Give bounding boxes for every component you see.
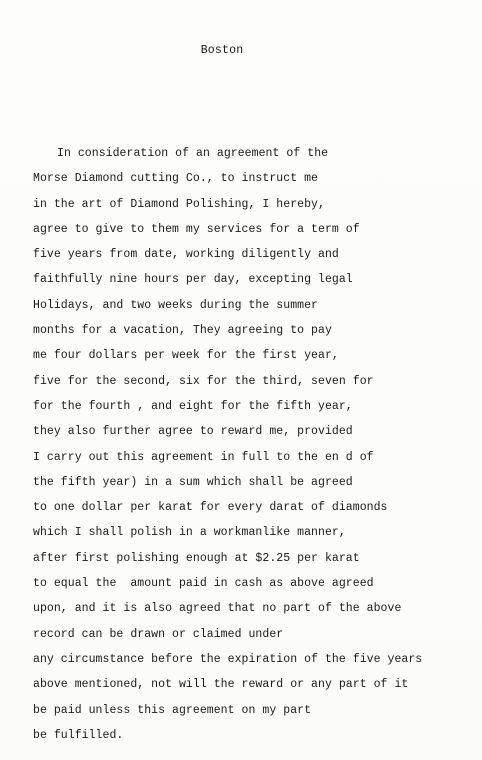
agreement-line-20: record can be drawn or claimed under — [33, 627, 284, 641]
agreement-line-8: months for a vacation, They agreeing to pay — [33, 324, 332, 338]
agreement-line-17: after first polishing enough at $2.25 per karat — [33, 551, 360, 565]
agreement-line-1: In consideration of an agreement of the — [57, 147, 329, 160]
agreement-line-13: I carry out this agreement in full to the en d of — [33, 450, 374, 464]
agreement-text — [33, 144, 422, 751]
agreement-line-9: me four dollars per week for the first year, — [33, 349, 339, 363]
agreement-line-12: they also further agree to reward me, provided — [33, 425, 353, 439]
agreement-line-14: the fifth year) in a sum which shall be agreed — [33, 475, 353, 489]
agreement-line-6: faithfully nine hours per day, excepting legal — [33, 273, 353, 287]
agreement-line-4: agree to give to them my services for a term of — [33, 222, 360, 236]
agreement-line-5: five years from date, working diligently and — [33, 248, 339, 262]
agreement-line-23: be paid unless this agreement on my part — [33, 703, 312, 717]
agreement-line-15: to one dollar per karat for every darat of diamonds — [33, 501, 388, 515]
agreement-line-11: for the fourth , and eight for the fifth year, — [33, 399, 353, 413]
agreement-line-24: be fulfilled. — [33, 728, 124, 742]
document-location-heading: Boston — [200, 44, 244, 57]
agreement-line-21: any circumstance before the expiration of the five years — [33, 652, 423, 666]
agreement-line-10: five for the second, six for the third, seven for — [33, 374, 374, 388]
agreement-line-3: in the art of Diamond Polishing, I hereby, — [33, 197, 325, 211]
agreement-line-2: Morse Diamond cutting Co., to instruct me — [33, 172, 318, 186]
agreement-line-22: above mentioned, not will the reward or any part of it — [33, 678, 409, 692]
agreement-line-19: upon, and it is also agreed that no part of the above — [33, 602, 402, 616]
agreement-line-18: to equal the amount paid in cash as above agreed — [33, 577, 374, 591]
agreement-line-16: which I shall polish in a workmanlike manner, — [33, 526, 346, 540]
agreement-line-7: Holidays, and two weeks during the summer — [33, 298, 318, 312]
